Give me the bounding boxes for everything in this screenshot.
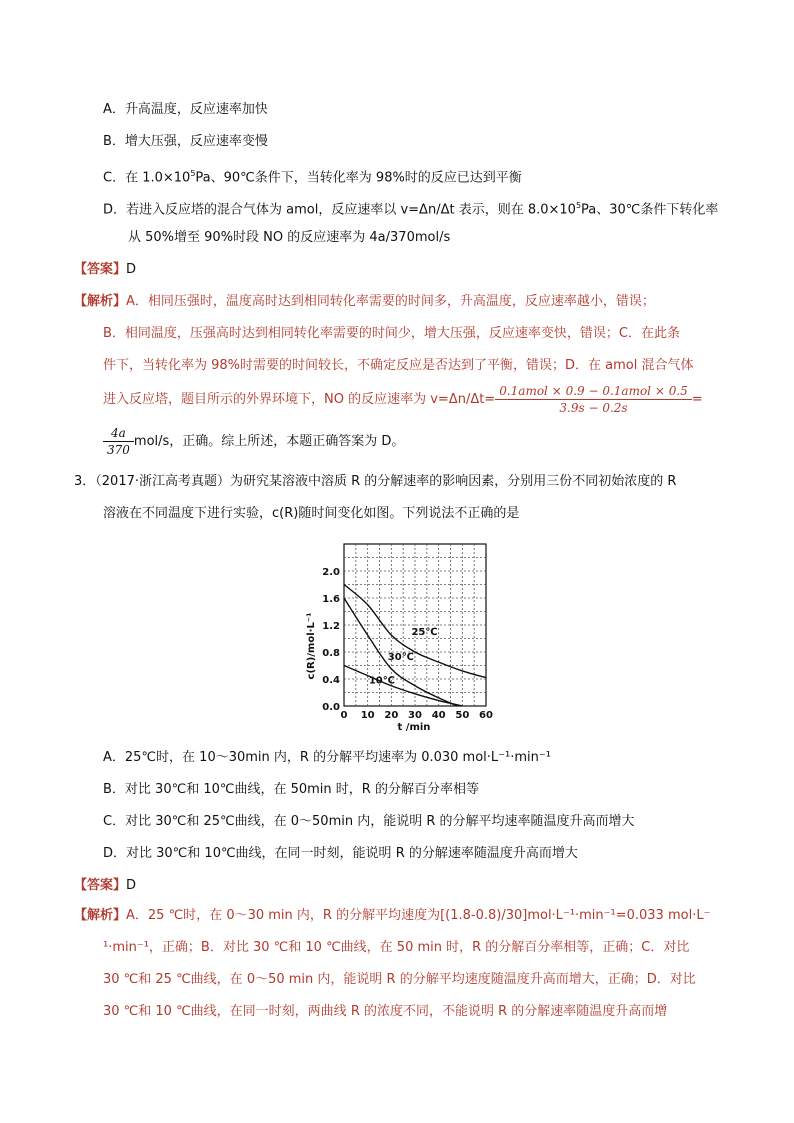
q2-option-b: B．增大压强，反应速率变慢 xyxy=(103,134,268,149)
analysis-text: A．25 ℃时，在 0～30 min 内，R 的分解平均速度为[(1.8-0.8)/30]mol·L⁻¹·min⁻¹=0.033 mol·L⁻ xyxy=(126,908,711,923)
x-tick-label: 60 xyxy=(479,710,493,721)
chart-labels xyxy=(322,567,493,721)
rate-fraction xyxy=(495,383,692,416)
q2-option-d-exp: 5 xyxy=(575,201,582,210)
x-tick-label: 0 xyxy=(340,710,348,721)
q3-option-a: A．25℃时，在 10～30min 内，R 的分解平均速率为 0.030 mol·L⁻¹·min⁻¹ xyxy=(103,750,551,765)
q3-option-b: B．对比 30℃和 10℃曲线，在 50min 时，R 的分解百分率相等 xyxy=(103,782,479,797)
q2-answer xyxy=(74,260,136,280)
q2-analysis-line5 xyxy=(103,424,404,460)
y-tick-label: 0.0 xyxy=(322,702,340,713)
q2-analysis-line1 xyxy=(74,292,655,312)
y-tick-label: 0.8 xyxy=(322,648,340,659)
q2-option-d-line2: 从 50%增至 90%时段 NO 的反应速率为 4a/370mol/s xyxy=(128,230,451,245)
answer-value: D xyxy=(126,878,137,893)
x-axis-label: t /min xyxy=(397,722,431,733)
q2-option-a: A．升高温度，反应速率加快 xyxy=(103,102,268,117)
x-tick-label: 10 xyxy=(360,710,375,721)
analysis-text: A．相同压强时，温度高时达到相同转化率需要的时间多，升高温度，反应速率越小，错误； xyxy=(126,294,655,309)
rate-fraction-denominator: 3.9s − 0.2s xyxy=(559,401,628,415)
chart-grid xyxy=(344,544,486,706)
analysis-label: 【解析】 xyxy=(74,908,127,923)
q2-analysis-line4 xyxy=(103,382,703,418)
y-axis-label: c(R)/mol·L⁻¹ xyxy=(306,612,317,680)
y-tick-label: 1.6 xyxy=(322,594,340,605)
q3-analysis-line4: 30 ℃和 10 ℃曲线，在同一时刻，两曲线 R 的浓度不同，不能说明 R 的分解速率随温度升高而增 xyxy=(103,1004,668,1019)
q2-analysis-line3: 件下，当转化率为 98%时需要的时间较长，不确定反应是否达到了平衡，错误；D．在 amol 混合气体 xyxy=(103,358,694,373)
q2-option-d-post: Pa、30℃条件下转化率 xyxy=(581,202,719,218)
q2-option-d-pre: D．若进入反应塔的混合气体为 amol，反应速率以 v=Δn/Δt 表示，则在 8.0×10 xyxy=(103,202,576,218)
series-label: 25℃ xyxy=(411,627,438,639)
analysis-equals: = xyxy=(691,392,703,407)
series-label: 10℃ xyxy=(368,675,395,687)
q2-option-c-pre: C．在 1.0×10 xyxy=(103,170,191,186)
q3-answer xyxy=(74,876,136,896)
result-fraction xyxy=(103,425,134,458)
q3-analysis-line1 xyxy=(74,906,710,926)
y-tick-label: 1.2 xyxy=(322,621,340,632)
answer-label: 【答案】 xyxy=(74,878,127,893)
x-tick-label: 30 xyxy=(408,710,422,721)
q2-option-c xyxy=(103,164,522,188)
x-tick-label: 50 xyxy=(455,710,470,721)
q3-stem-line2: 溶液在不同温度下进行实验，c(R)随时间变化如图。下列说法不正确的是 xyxy=(103,506,520,521)
result-fraction-denominator: 370 xyxy=(107,443,130,457)
analysis-line4-text: 进入反应塔，题目所示的外界环境下，NO 的反应速率为 v=Δn/Δt= xyxy=(103,392,496,407)
q3-option-d: D．对比 30℃和 10℃曲线，在同一时刻，能说明 R 的分解速率随温度升高而增大 xyxy=(103,846,578,861)
q2-analysis-line2: B．相同温度，压强高时达到相同转化率需要的时间少，增大压强，反应速率变快，错误；C．在此条 xyxy=(103,326,680,341)
q3-stem-line1: 3．（2017·浙江高考真题）为研究某溶液中溶质 R 的分解速率的影响因素，分别用三份不同初始浓度的 R xyxy=(74,474,677,489)
q2-option-c-post: Pa、90℃条件下，当转化率为 98%时的反应已达到平衡 xyxy=(195,170,522,186)
x-tick-label: 40 xyxy=(431,710,446,721)
analysis-conclusion: mol/s，正确。综上所述，本题正确答案为 D。 xyxy=(133,434,405,449)
answer-value: D xyxy=(126,262,137,277)
concentration-chart xyxy=(300,538,500,734)
q3-option-c: C．对比 30℃和 25℃曲线，在 0～50min 内，能说明 R 的分解平均速率随温度升高而增大 xyxy=(103,814,635,829)
x-tick-label: 20 xyxy=(384,710,399,721)
y-tick-label: 0.4 xyxy=(322,675,340,686)
series-label: 30℃ xyxy=(387,652,414,664)
q2-option-d xyxy=(103,196,718,220)
q2-option-c-exp: 5 xyxy=(190,169,196,178)
y-tick-label: 2.0 xyxy=(322,567,340,578)
analysis-label: 【解析】 xyxy=(74,294,127,309)
rate-fraction-numerator: 0.1amol × 0.9 − 0.1amol × 0.5 xyxy=(495,383,692,400)
q3-analysis-line3: 30 ℃和 25 ℃曲线，在 0～50 min 内，能说明 R 的分解平均速度随温度升高而增大，正确；D．对比 xyxy=(103,972,696,987)
result-fraction-numerator: 4a xyxy=(103,425,134,442)
answer-label: 【答案】 xyxy=(74,262,127,277)
q3-analysis-line2: ¹·min⁻¹，正确；B．对比 30 ℃和 10 ℃曲线，在 50 min 时，R 的分解百分率相等，正确；C．对比 xyxy=(103,940,690,955)
